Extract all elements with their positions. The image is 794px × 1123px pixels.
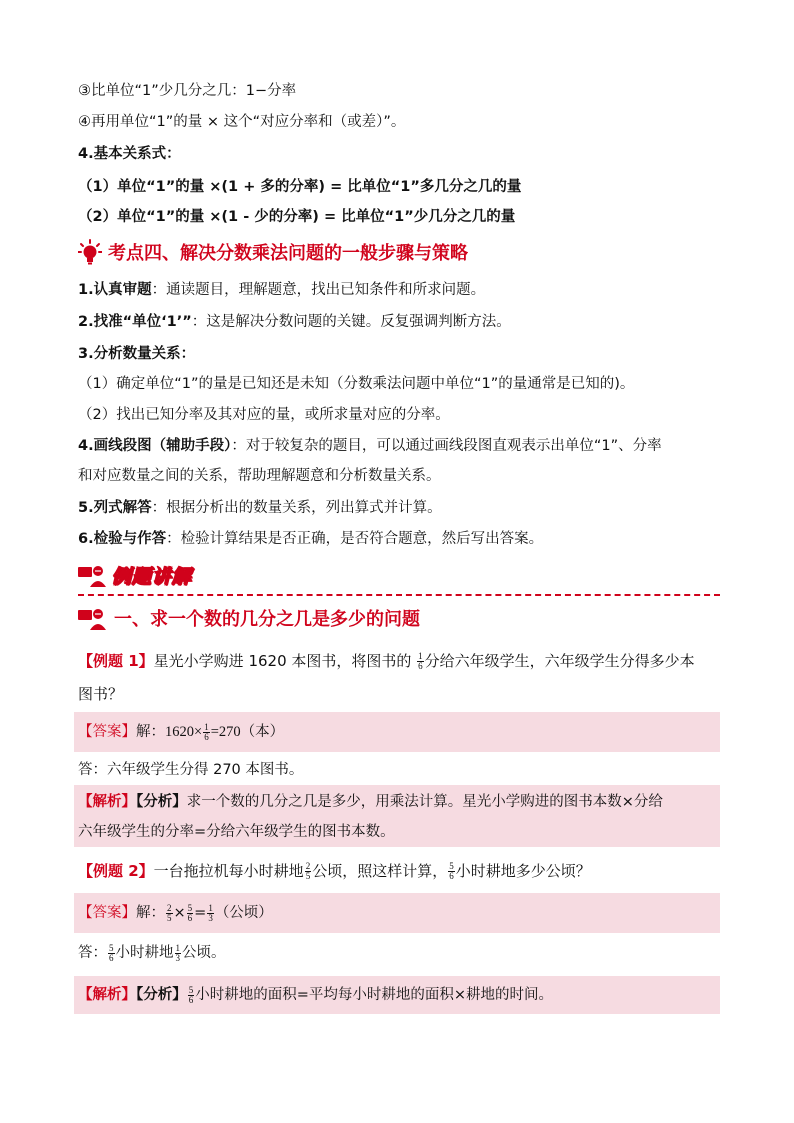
answer-result: =270（本） <box>210 724 285 740</box>
step-2 <box>78 311 511 333</box>
answer-prefix: 答： <box>78 945 107 961</box>
step-1-label: 1.认真审题 <box>78 282 152 298</box>
fraction: $\frac{1}{6}$ <box>204 721 209 742</box>
example-1-analysis <box>78 791 663 813</box>
rule-line-3: ③比单位“1”少几分之几：1−分率 <box>78 83 297 99</box>
example-2-analysis <box>78 984 553 1006</box>
example-2-q-a: 一台拖拉机每小时耕地 <box>153 862 304 880</box>
fraction: $\frac{1}{3}$ <box>175 942 180 963</box>
fraction: $\frac{1}{3}$ <box>208 902 213 923</box>
fraction: $\frac{5}{6}$ <box>187 902 193 923</box>
analysis-text: 小时耕地的面积=平均每小时耕地的面积×耕地的时间。 <box>195 987 554 1003</box>
example-1-q-a: 星光小学购进 1620 本图书，将图书的 <box>153 652 412 670</box>
fraction: $\frac{2}{5}$ <box>167 902 172 923</box>
formula-1: （1）单位“1”的量 ×(1 + 多的分率) = 比单位“1”多几分之几的量 <box>78 179 522 195</box>
step-4-cont: 和对应数量之间的关系，帮助理解题意和分析数量关系。 <box>78 468 441 484</box>
step-1 <box>78 279 485 301</box>
basic-title: 4.基本关系式： <box>78 146 181 162</box>
step-6 <box>78 528 543 550</box>
step-6-label: 6.检验与作答 <box>78 531 167 547</box>
example-1-question <box>78 650 695 672</box>
teacher-icon <box>78 563 108 587</box>
equals-sign: = <box>194 905 207 921</box>
example-2-q-b: 公顷，照这样计算， <box>312 862 448 880</box>
answer-end: 公顷。 <box>182 945 226 961</box>
example-2-tag: 【例题 2】 <box>78 862 154 880</box>
step-5 <box>78 497 442 519</box>
example-1-answer <box>78 721 284 743</box>
fraction: $\frac{5}{6}$ <box>449 861 454 881</box>
answer-expr: 解：1620× <box>136 724 203 740</box>
section-1-heading <box>78 604 420 632</box>
formula-2: （2）单位“1”的量 ×(1 - 少的分率) = 比单位“1”少几分之几的量 <box>78 209 516 225</box>
example-1-q-b: 分给六年级学生，六年级学生分得多少本 <box>424 652 695 670</box>
step-5-text: ：根据分析出的数量关系，列出算式并计算。 <box>151 500 442 516</box>
example-1-tag: 【例题 1】 <box>78 652 154 670</box>
kaodian-heading <box>78 238 468 266</box>
example-1-analysis-cont: 六年级学生的分率=分给六年级学生的图书本数。 <box>78 824 395 840</box>
teacher-icon <box>78 606 108 630</box>
banner-label: 例题讲解 <box>112 565 193 588</box>
answer-tag: 【答案】 <box>78 905 136 921</box>
step-4 <box>78 435 662 457</box>
lightbulb-icon <box>78 239 102 265</box>
example-1-answer-text: 答：六年级学生分得 270 本图书。 <box>78 762 304 778</box>
rule-line-4: ④再用单位“1”的量 × 这个“对应分率和（或差）”。 <box>78 114 406 130</box>
fraction: $\frac{2}{5}$ <box>305 861 311 881</box>
section-1-title: 一、求一个数的几分之几是多少的问题 <box>114 609 420 630</box>
step-1-text: ：通读题目，理解题意，找出已知条件和所求问题。 <box>151 282 486 298</box>
fraction: $\frac{1}{6}$ <box>418 651 423 671</box>
analysis-tag: 【解析】 <box>78 987 136 1003</box>
fenxi-tag: 【分析】 <box>136 987 187 1003</box>
times-sign: × <box>173 905 186 921</box>
answer-mid: 小时耕地 <box>115 945 174 961</box>
kaodian-title: 考点四、解决分数乘法问题的一般步骤与策略 <box>108 243 468 264</box>
example-2-answer <box>78 902 273 924</box>
analysis-tag: 【解析】 <box>78 794 136 810</box>
step-3-label: 3.分析数量关系： <box>78 346 196 362</box>
example-1-q-c: 图书？ <box>78 685 124 703</box>
step-2-text: ：这是解决分数问题的关键。反复强调判断方法。 <box>191 314 511 330</box>
example-2-question <box>78 860 591 882</box>
answer-unit: （公顷） <box>214 905 273 921</box>
dashed-divider <box>78 594 720 596</box>
step-3-b: （2）找出已知分率及其对应的量，或所求量对应的分率。 <box>78 407 450 423</box>
answer-prefix: 解： <box>136 905 165 921</box>
analysis-text: 求一个数的几分之几是多少，用乘法计算。星光小学购进的图书本数×分给 <box>186 794 663 810</box>
step-4-label: 4.画线段图（辅助手段） <box>78 438 232 454</box>
step-5-label: 5.列式解答 <box>78 500 152 516</box>
step-6-text: ：检验计算结果是否正确，是否符合题意，然后写出答案。 <box>166 531 544 547</box>
step-2-label: 2.找准“单位‘1’” <box>78 314 192 330</box>
step-3-a: （1）确定单位“1”的量是已知还是未知（分数乘法问题中单位“1”的量通常是已知的)。 <box>78 376 635 392</box>
fraction: $\frac{5}{6}$ <box>188 984 194 1005</box>
answer-tag: 【答案】 <box>78 724 136 740</box>
fenxi-tag: 【分析】 <box>136 794 187 810</box>
fraction: $\frac{5}{6}$ <box>109 942 114 963</box>
example-2-q-c: 小时耕地多少公顷？ <box>455 862 591 880</box>
step-4-text: ：对于较复杂的题目，可以通过画线段图直观表示出单位“1”、分率 <box>231 438 662 454</box>
example-2-answer-text <box>78 942 226 964</box>
example-banner <box>78 562 192 588</box>
